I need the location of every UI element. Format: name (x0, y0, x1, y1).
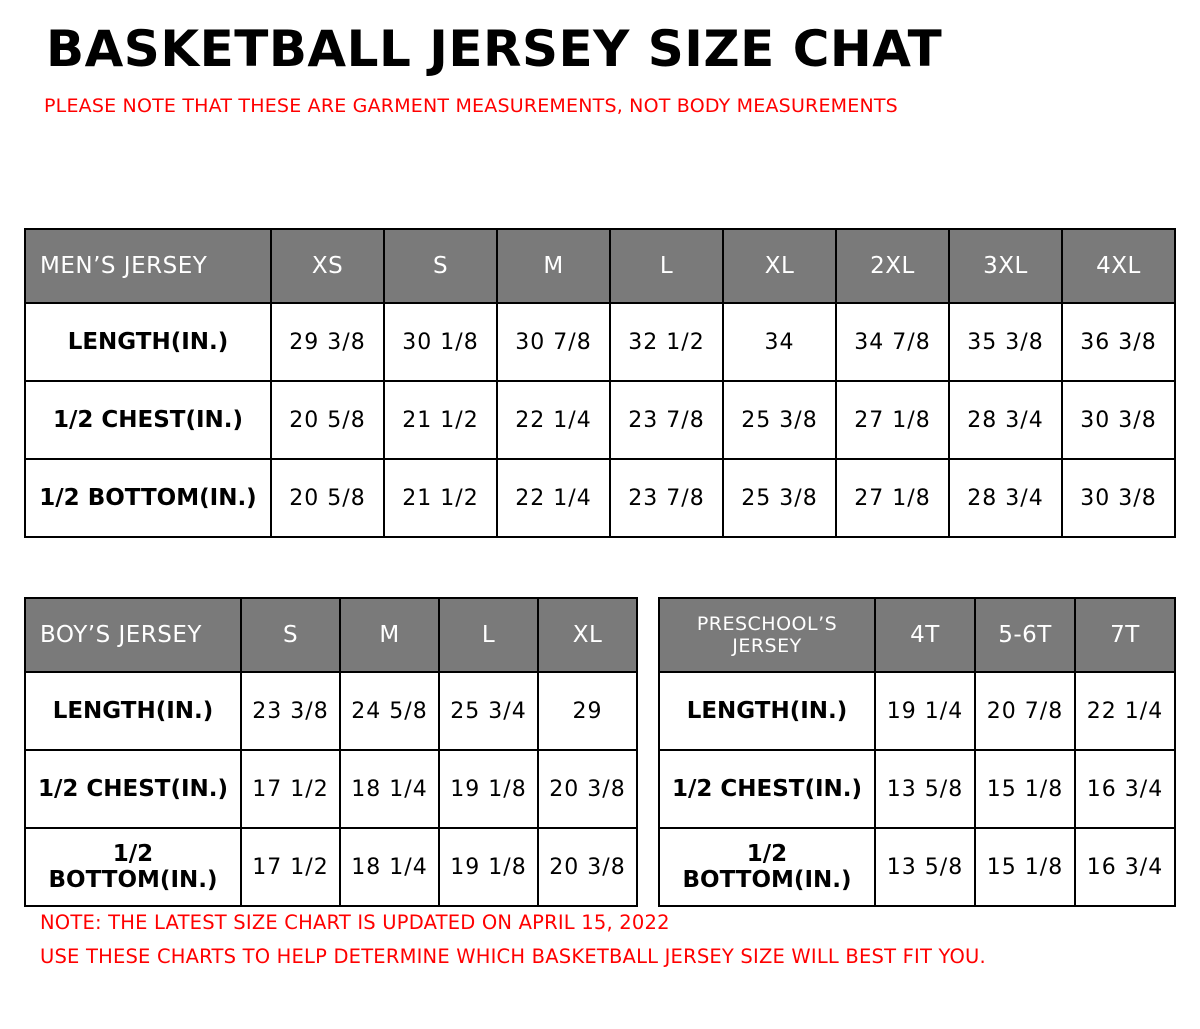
preschool-table-title: PRESCHOOL’S JERSEY (659, 598, 875, 672)
table-row (25, 672, 637, 750)
bottom-notes (40, 906, 986, 974)
measure-value: 19 1/4 (875, 672, 975, 750)
measure-value: 30 3/8 (1062, 459, 1175, 537)
measure-value: 21 1/2 (384, 381, 497, 459)
measure-value: 27 1/8 (836, 381, 949, 459)
measure-value: 18 1/4 (340, 750, 439, 828)
size-header: S (384, 229, 497, 303)
measure-value: 18 1/4 (340, 828, 439, 906)
size-header: L (610, 229, 723, 303)
measure-value: 30 3/8 (1062, 381, 1175, 459)
measure-value: 23 7/8 (610, 459, 723, 537)
measure-value: 20 5/8 (271, 381, 384, 459)
page-title: BASKETBALL JERSEY SIZE CHAT (46, 20, 943, 78)
measure-label: 1/2 CHEST(IN.) (25, 750, 241, 828)
table-row (25, 381, 1175, 459)
measure-value: 22 1/4 (1075, 672, 1175, 750)
measure-value: 23 3/8 (241, 672, 340, 750)
measure-value: 20 5/8 (271, 459, 384, 537)
size-header: M (340, 598, 439, 672)
bottom-note-line: NOTE: THE LATEST SIZE CHART IS UPDATED ON APRIL 15, 2022 (40, 911, 670, 934)
measure-value: 16 3/4 (1075, 750, 1175, 828)
measure-value: 20 3/8 (538, 750, 637, 828)
measure-label: 1/2 BOTTOM(IN.) (25, 828, 241, 906)
measure-value: 22 1/4 (497, 459, 610, 537)
table-header-row (659, 598, 1175, 672)
measure-value: 19 1/8 (439, 750, 538, 828)
measure-value: 34 7/8 (836, 303, 949, 381)
measure-value: 16 3/4 (1075, 828, 1175, 906)
boys-table-title: BOY’S JERSEY (25, 598, 241, 672)
size-header: 3XL (949, 229, 1062, 303)
size-header: XL (538, 598, 637, 672)
measure-value: 21 1/2 (384, 459, 497, 537)
measure-label: 1/2 BOTTOM(IN.) (25, 459, 271, 537)
size-header: M (497, 229, 610, 303)
measure-value: 23 7/8 (610, 381, 723, 459)
measure-value: 24 5/8 (340, 672, 439, 750)
mens-table-title: MEN’S JERSEY (25, 229, 271, 303)
measure-value: 36 3/8 (1062, 303, 1175, 381)
size-header: XS (271, 229, 384, 303)
measure-value: 17 1/2 (241, 750, 340, 828)
measure-value: 13 5/8 (875, 750, 975, 828)
measure-label: LENGTH(IN.) (25, 672, 241, 750)
measure-value: 25 3/8 (723, 459, 836, 537)
size-header: 7T (1075, 598, 1175, 672)
measure-label: 1/2 CHEST(IN.) (659, 750, 875, 828)
size-header: S (241, 598, 340, 672)
measure-label: LENGTH(IN.) (25, 303, 271, 381)
measure-value: 30 7/8 (497, 303, 610, 381)
measure-value: 29 3/8 (271, 303, 384, 381)
lower-tables (24, 597, 1176, 907)
table-row (25, 459, 1175, 537)
measure-value: 27 1/8 (836, 459, 949, 537)
measure-value: 30 1/8 (384, 303, 497, 381)
measure-value: 35 3/8 (949, 303, 1062, 381)
measure-value: 32 1/2 (610, 303, 723, 381)
measure-value: 19 1/8 (439, 828, 538, 906)
size-header: L (439, 598, 538, 672)
measure-label: 1/2 BOTTOM(IN.) (659, 828, 875, 906)
measure-value: 20 7/8 (975, 672, 1075, 750)
size-header: 5-6T (975, 598, 1075, 672)
measure-label: LENGTH(IN.) (659, 672, 875, 750)
table-row (659, 750, 1175, 828)
measure-value: 15 1/8 (975, 828, 1075, 906)
size-header: XL (723, 229, 836, 303)
size-header: 2XL (836, 229, 949, 303)
table-row (25, 750, 637, 828)
size-chart-page (0, 22, 1200, 1029)
measure-value: 28 3/4 (949, 381, 1062, 459)
measure-value: 25 3/8 (723, 381, 836, 459)
top-note: PLEASE NOTE THAT THESE ARE GARMENT MEASUREMENTS, NOT BODY MEASUREMENTS (44, 95, 898, 117)
table-row (659, 828, 1175, 906)
measure-value: 34 (723, 303, 836, 381)
measure-value: 13 5/8 (875, 828, 975, 906)
measure-value: 20 3/8 (538, 828, 637, 906)
table-row (659, 672, 1175, 750)
measure-label: 1/2 CHEST(IN.) (25, 381, 271, 459)
mens-jersey-table (24, 228, 1176, 538)
table-row (25, 303, 1175, 381)
measure-value: 25 3/4 (439, 672, 538, 750)
bottom-note-line: USE THESE CHARTS TO HELP DETERMINE WHICH BASKETBALL JERSEY SIZE WILL BEST FIT YOU. (40, 945, 986, 969)
table-header-row (25, 598, 637, 672)
measure-value: 15 1/8 (975, 750, 1075, 828)
table-header-row (25, 229, 1175, 303)
table-row (25, 828, 637, 906)
measure-value: 22 1/4 (497, 381, 610, 459)
size-header: 4T (875, 598, 975, 672)
size-header: 4XL (1062, 229, 1175, 303)
measure-value: 17 1/2 (241, 828, 340, 906)
measure-value: 28 3/4 (949, 459, 1062, 537)
boys-jersey-table (24, 597, 638, 907)
measure-value: 29 (538, 672, 637, 750)
preschool-jersey-table (658, 597, 1176, 907)
